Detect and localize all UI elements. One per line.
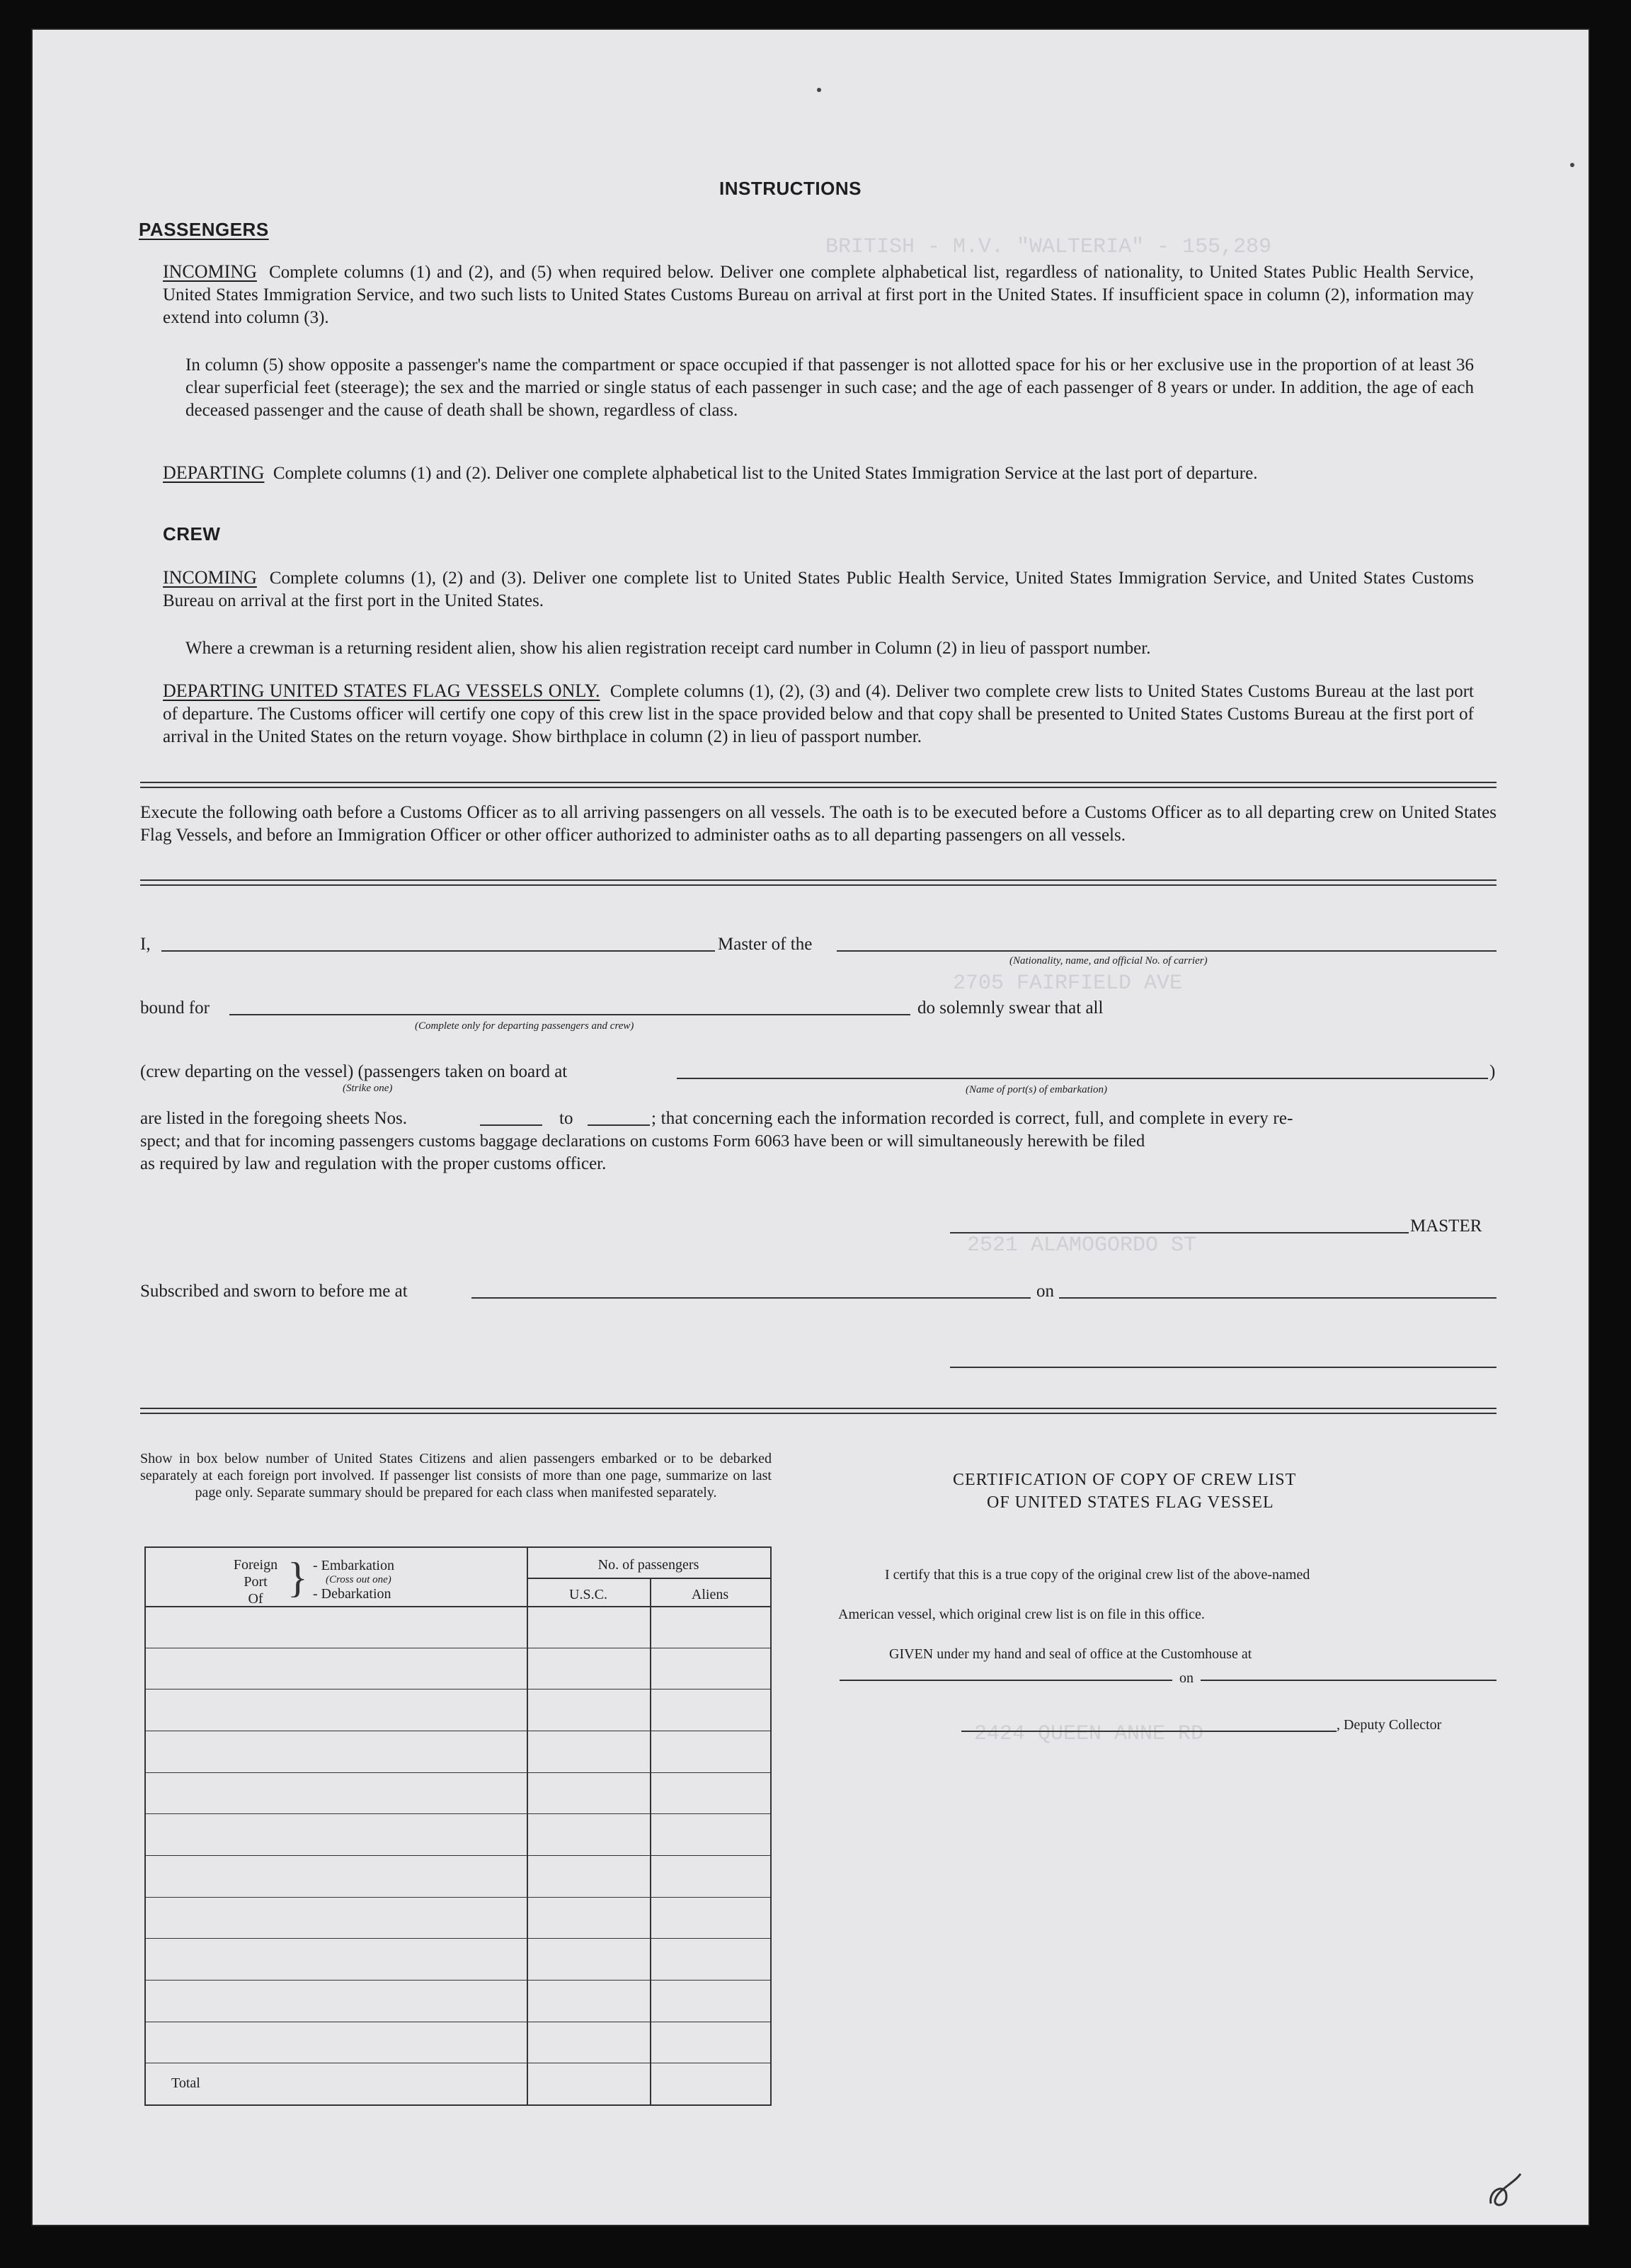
strike-one-hint: (Strike one)	[343, 1083, 393, 1094]
oath-i-label: I,	[140, 935, 151, 954]
section-divider	[140, 782, 1496, 788]
table-subheader-rule	[527, 1578, 770, 1579]
table-col-divider	[650, 1578, 651, 2104]
sworn-on-label: on	[1036, 1282, 1054, 1301]
crew-resident-paragraph: Where a crewman is a returning resident alien, show his alien registration receipt card number in Column (2) in lieu of passport number.	[185, 639, 1151, 658]
bleed-through-text: BRITISH - M.V. "WALTERIA" - 155,289	[825, 235, 1272, 259]
crew-departing-paragraph	[163, 680, 1474, 748]
of-label: Of	[248, 1591, 263, 1607]
table-row[interactable]	[146, 1813, 770, 1814]
sheet-to-line[interactable]	[588, 1124, 650, 1126]
section-divider	[140, 1408, 1496, 1414]
passengers-incoming-label: INCOMING	[163, 261, 257, 282]
brace-icon: }	[287, 1554, 308, 1601]
master-of-the-label: Master of the	[718, 935, 813, 954]
table-row[interactable]	[146, 1897, 770, 1898]
page-title: INSTRUCTIONS	[719, 178, 862, 199]
sheet-from-line[interactable]	[480, 1124, 542, 1126]
bound-for-hint: (Complete only for departing passengers and crew)	[415, 1020, 634, 1032]
deputy-signature-line[interactable]	[961, 1731, 1337, 1732]
port-hint: (Name of port(s) of embarkation)	[966, 1084, 1107, 1095]
embarkation-option[interactable]: - Embarkation	[313, 1558, 394, 1573]
table-row[interactable]	[146, 1980, 770, 1981]
master-name-line[interactable]	[161, 950, 715, 952]
subscribed-label: Subscribed and sworn to before me at	[140, 1282, 408, 1301]
cross-out-hint: (Cross out one)	[326, 1574, 391, 1585]
listed-text-c: spect; and that for incoming passengers customs baggage declarations on customs Form 6063 have been or will simultaneously herewith be filed	[140, 1132, 1145, 1151]
section-divider	[140, 879, 1496, 886]
bleed-through-text: 2521 ALAMOGORDO ST	[967, 1233, 1197, 1258]
american-vessel-text: American vessel, which original crew list is on file in this office.	[838, 1607, 1205, 1622]
crew-departing-label: DEPARTING UNITED STATES FLAG VESSELS ONLY.	[163, 680, 600, 701]
deputy-collector-label: , Deputy Collector	[1337, 1717, 1442, 1733]
form-page	[33, 30, 1589, 2225]
listed-text-a: are listed in the foregoing sheets Nos.	[140, 1109, 407, 1128]
bound-for-line[interactable]	[229, 1014, 910, 1015]
sworn-place-line[interactable]	[471, 1297, 1031, 1299]
carrier-hint: (Nationality, name, and official No. of carrier)	[1009, 955, 1208, 967]
embark-debark-options	[313, 1558, 394, 1602]
listed-to: to	[559, 1109, 573, 1128]
port-label: Port	[244, 1574, 268, 1590]
oath-intro: Execute the following oath before a Customs Officer as to all arriving passengers on all vessels. The oath is to be executed before a Customs Officer as to all departing crew on United States Flag Vessels, and before an Immigration Officer or other officer authorized to administer oaths as to all departing passengers on all vessels.	[140, 803, 1496, 845]
master-label: MASTER	[1410, 1216, 1482, 1236]
table-row[interactable]	[146, 1772, 770, 1773]
foreign-label: Foreign	[233, 1557, 278, 1573]
master-signature-line[interactable]	[950, 1232, 1409, 1233]
crew-incoming-label: INCOMING	[163, 567, 257, 588]
box-instructions: Show in box below number of United States Citizens and alien passengers embarked or to be debarked separately at each foreign port involved. If passenger list consists of more than one page, summarize on last page only. Separate summary should be prepared for each class when manifested separately.	[140, 1451, 772, 1500]
handwritten-mark-icon	[1485, 2168, 1528, 2211]
certify-text: I certify that this is a true copy of the original crew list of the above-named	[885, 1567, 1310, 1583]
given-text: GIVEN under my hand and seal of office at the Customhouse at	[889, 1646, 1252, 1662]
bleed-through-text: 2424 QUEEN ANNE RD	[974, 1722, 1204, 1746]
bound-for-label: bound for	[140, 998, 210, 1018]
crew-heading: CREW	[163, 523, 221, 545]
close-paren: )	[1489, 1062, 1496, 1081]
crew-passengers-label: (crew departing on the vessel) (passengers taken on board at	[140, 1062, 568, 1081]
passengers-column5-paragraph: In column (5) show opposite a passenger's name the compartment or space occupied if that passenger is not allotted space for his or her exclusive use in the proportion of at least 36 clear superficial feet (steerage); the sex and the married or single status of each passenger in such case; and the age of each passenger of 8 years or under. In addition, the age of each deceased passenger and the cause of death shall be shown, regardless of class.	[185, 355, 1474, 420]
passengers-incoming-paragraph	[163, 261, 1474, 329]
margin-dot	[817, 88, 821, 92]
crew-incoming-text: Complete columns (1), (2) and (3). Deliver one complete list to United States Public Health Service, United States Immigration Service, and United States Customs Bureau on arrival at the first port in the United States.	[163, 569, 1474, 610]
usc-header: U.S.C.	[569, 1587, 607, 1602]
customhouse-line[interactable]	[840, 1680, 1172, 1681]
carrier-line[interactable]	[837, 950, 1496, 952]
passengers-departing-label: DEPARTING	[163, 462, 265, 483]
margin-dot	[1570, 163, 1574, 167]
passengers-incoming-text: Complete columns (1) and (2), and (5) when required below. Deliver one complete alphabetical list, regardless of nationality, to United States Public Health Service, United States Immigration Service, and two such lists to United States Customs Bureau on arrival at first port in the United States. If insufficient space in column (2), information may extend into column (3).	[163, 263, 1475, 327]
crew-incoming-paragraph	[163, 566, 1474, 612]
aliens-header: Aliens	[691, 1587, 729, 1602]
bleed-through-text: 2705 FAIRFIELD AVE	[953, 971, 1183, 996]
listed-text-d: as required by law and regulation with the proper customs officer.	[140, 1154, 607, 1173]
no-of-passengers-header: No. of passengers	[597, 1557, 699, 1573]
certification-title-2: OF UNITED STATES FLAG VESSEL	[987, 1493, 1274, 1512]
table-row[interactable]	[146, 1938, 770, 1939]
passengers-departing-text: Complete columns (1) and (2). Deliver one complete alphabetical list to the United States Immigration Service at the last port of departure.	[273, 464, 1258, 483]
total-label: Total	[171, 2075, 200, 2091]
table-row[interactable]	[146, 1855, 770, 1856]
sworn-date-line[interactable]	[1059, 1297, 1496, 1299]
certification-title-1: CERTIFICATION OF COPY OF CREW LIST	[953, 1471, 1297, 1489]
debarkation-option[interactable]: - Debarkation	[313, 1586, 391, 1602]
crew-departing-text: Complete columns (1), (2), (3) and (4). Deliver two complete crew lists to United States Customs Bureau at the last port of departure. The Customs officer will certify one copy of this crew list in the space provided below and that copy shall be presented to United States Customs Bureau at the first port of arrival in the United States on the return voyage. Show birthplace in column (2) in lieu of passport number.	[163, 682, 1474, 746]
cert-on-label: on	[1179, 1670, 1194, 1686]
passengers-heading: PASSENGERS	[139, 219, 269, 240]
passengers-departing-paragraph	[163, 462, 1474, 485]
listed-text-b: ; that concerning each the information recorded is correct, full, and complete in every re-	[651, 1109, 1293, 1128]
swear-label: do solemnly swear that all	[917, 998, 1104, 1018]
summary-table	[144, 1546, 772, 2106]
cert-date-line[interactable]	[1201, 1680, 1496, 1681]
officer-signature-line[interactable]	[950, 1367, 1496, 1368]
foreign-port-of	[224, 1556, 287, 1607]
port-embarkation-line[interactable]	[677, 1078, 1488, 1079]
